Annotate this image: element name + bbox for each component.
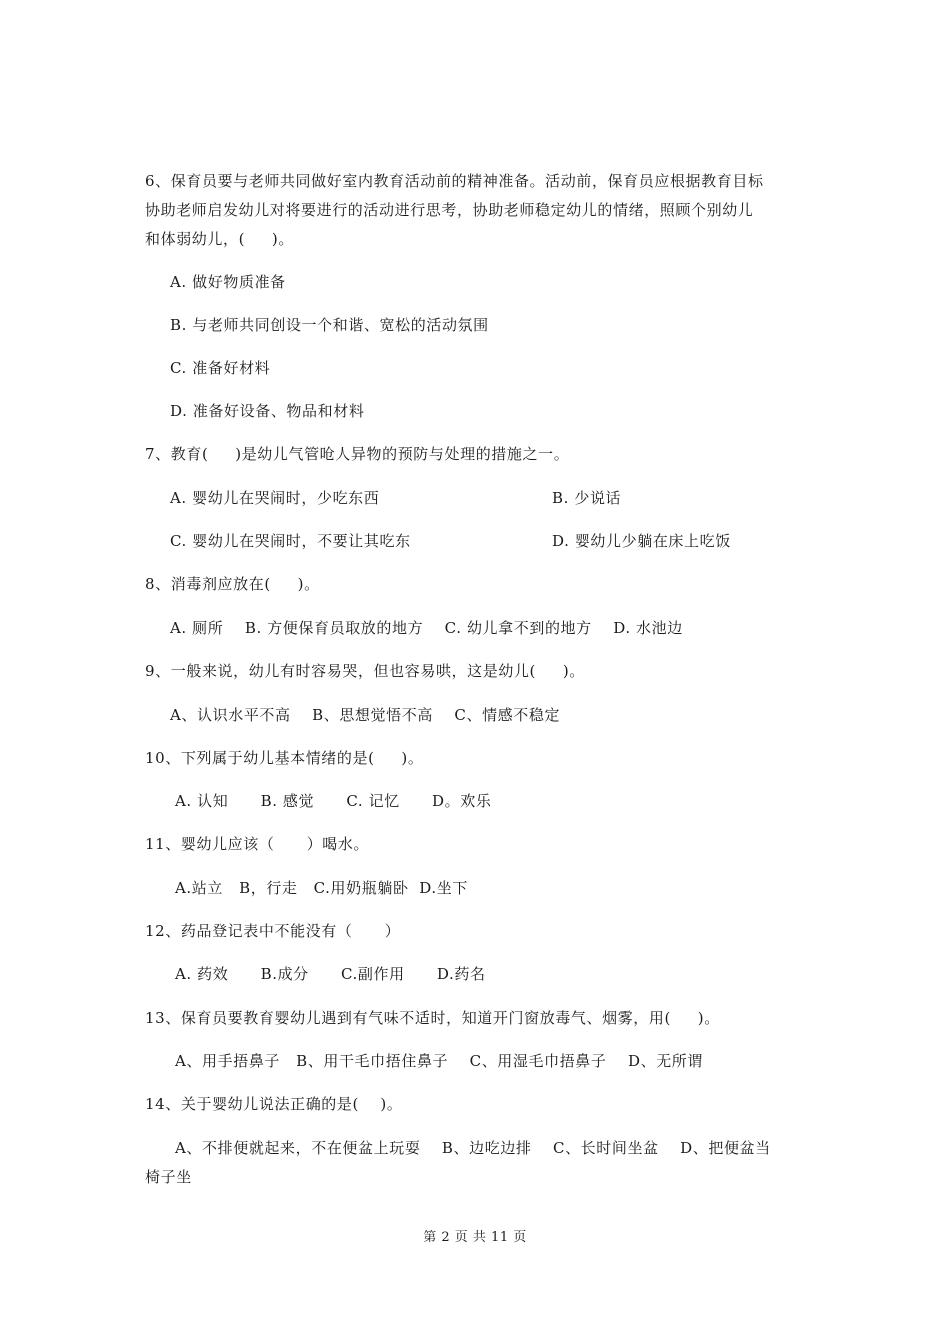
question-12-stem: 12、药品登记表中不能没有（ ）: [145, 922, 401, 940]
question-13-options: A、用手捂鼻子 B、用干毛巾捂住鼻子 C、用湿毛巾捂鼻子 D、无所谓: [175, 1052, 704, 1070]
question-14-options-line-2: 椅子坐: [145, 1168, 192, 1186]
question-14-stem: 14、关于婴幼儿说法正确的是( )。: [145, 1095, 403, 1113]
question-6-line-3: 和体弱幼儿，( )。: [145, 230, 294, 248]
question-12-options: A. 药效 B.成分 C.副作用 D.药名: [175, 965, 486, 983]
question-6-option-d: D. 准备好设备、物品和材料: [170, 402, 365, 420]
question-10-stem: 10、下列属于幼儿基本情绪的是( )。: [145, 749, 424, 767]
question-6-line-2: 协助老师启发幼儿对将要进行的活动进行思考，协助老师稳定幼儿的情绪，照顾个别幼儿: [145, 201, 754, 219]
question-7-option-c: C. 婴幼儿在哭闹时，不要让其吃东: [170, 532, 411, 550]
question-8-options: A. 厕所 B. 方便保育员取放的地方 C. 幼儿拿不到的地方 D. 水池边: [170, 619, 683, 637]
question-7-option-b: B. 少说话: [552, 489, 622, 507]
question-11-options: A.站立 B，行走 C.用奶瓶躺卧 D.坐下: [175, 879, 468, 897]
question-11-stem: 11、婴幼儿应该（ ）喝水。: [145, 835, 370, 853]
question-7-option-a: A. 婴幼儿在哭闹时，少吃东西: [170, 489, 380, 507]
question-6-line-1: 6、保育员要与老师共同做好室内教育活动前的精神准备。活动前，保育员应根据教育目标: [145, 172, 764, 190]
question-7-option-d: D. 婴幼儿少躺在床上吃饭: [552, 532, 731, 550]
page-footer: 第 2 页 共 11 页: [423, 1230, 527, 1245]
question-6-option-b: B. 与老师共同创设一个和谐、宽松的活动氛围: [170, 316, 489, 334]
question-10-options: A. 认知 B. 感觉 C. 记忆 D。欢乐: [175, 792, 492, 810]
question-9-stem: 9、一般来说，幼儿有时容易哭，但也容易哄，这是幼儿( )。: [145, 662, 585, 680]
question-14-options-line-1: A、不排便就起来，不在便盆上玩耍 B、边吃边排 C、长时间坐盆 D、把便盆当: [175, 1139, 771, 1157]
question-13-stem: 13、保育员要教育婴幼儿遇到有气味不适时，知道开门窗放毒气、烟雾，用( )。: [145, 1009, 720, 1027]
question-9-options: A、认识水平不高 B、思想觉悟不高 C、情感不稳定: [170, 706, 561, 724]
question-7-stem: 7、教育( )是幼儿气管呛人异物的预防与处理的措施之一。: [145, 445, 570, 463]
question-6-option-c: C. 准备好材料: [170, 359, 271, 377]
question-8-stem: 8、消毒剂应放在( )。: [145, 575, 320, 593]
question-6-option-a: A. 做好物质准备: [170, 273, 286, 291]
